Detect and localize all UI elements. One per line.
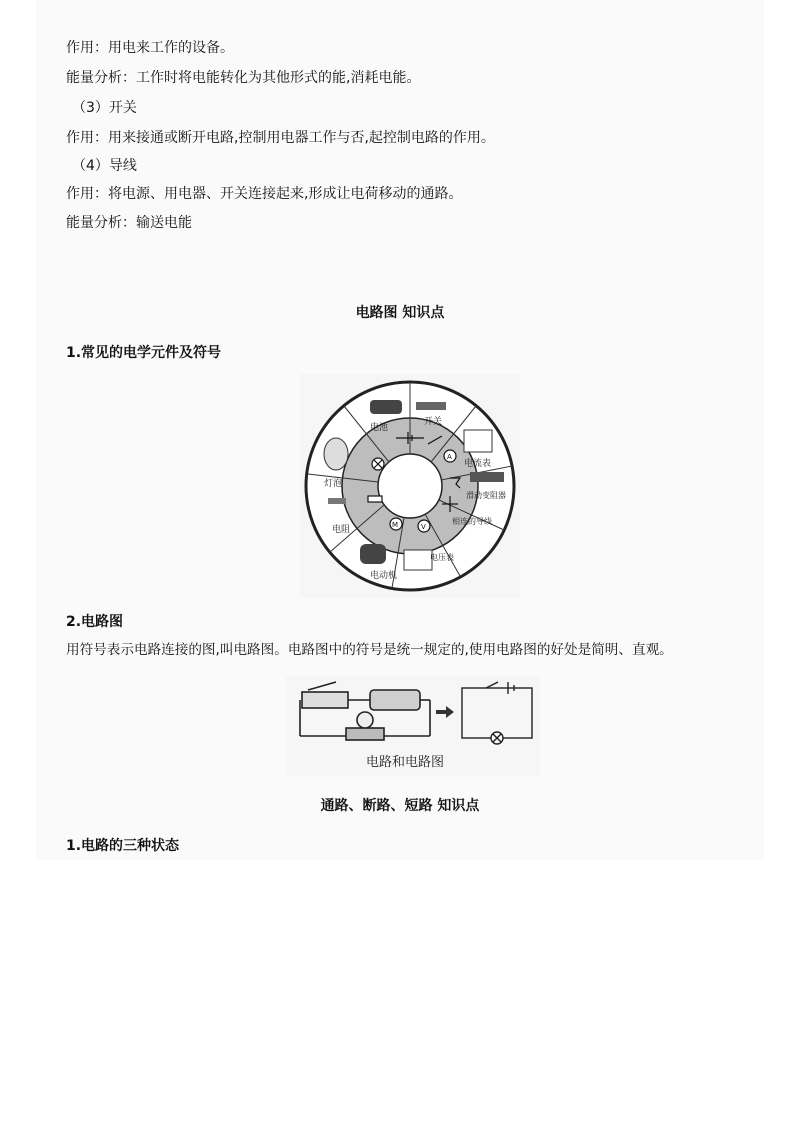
text-paragraph: 用符号表示电路连接的图,叫电路图。电路图中的符号是统一规定的,使用电路图的好处是简明、直观。	[66, 642, 673, 658]
symbol-wheel-figure	[300, 374, 520, 598]
wheel-label-rheostat: 滑动变阻器	[466, 491, 506, 500]
wheel-label-voltmeter: 电压表	[430, 553, 454, 562]
section-title: 通路、断路、短路 知识点	[320, 798, 480, 814]
svg-text:A: A	[447, 453, 452, 461]
wheel-label-bulb: 灯泡	[324, 479, 343, 489]
wheel-label-battery: 电池	[370, 423, 389, 433]
wheel-label-resistor: 电阻	[332, 525, 351, 535]
figure-caption: 电路和电路图	[366, 755, 445, 770]
wheel-label-motor: 电动机	[370, 571, 398, 581]
text-line: （4）导线	[72, 158, 137, 174]
circuit-figure	[286, 676, 540, 776]
subsection-title: 2.电路图	[66, 614, 124, 630]
text-line: 能量分析：输送电能	[66, 215, 192, 231]
svg-text:V: V	[421, 523, 426, 531]
wheel-label-wires: 相连的导线	[452, 517, 492, 526]
subsection-title: 1.电路的三种状态	[66, 838, 180, 854]
text-line: （3）开关	[72, 100, 137, 116]
text-line: 能量分析：工作时将电能转化为其他形式的能,消耗电能。	[66, 70, 421, 86]
text-line: 作用：用来接通或断开电路,控制用电器工作与否,起控制电路的作用。	[66, 130, 495, 146]
text-line: 作用：将电源、用电器、开关连接起来,形成让电荷移动的通路。	[66, 186, 463, 202]
subsection-title: 1.常见的电学元件及符号	[66, 345, 222, 361]
wheel-label-switch: 开关	[424, 417, 443, 427]
section-title: 电路图 知识点	[355, 305, 445, 321]
svg-text:M: M	[392, 521, 399, 529]
wheel-label-ammeter: 电流表	[464, 459, 492, 469]
text-line: 作用：用电来工作的设备。	[66, 40, 234, 56]
